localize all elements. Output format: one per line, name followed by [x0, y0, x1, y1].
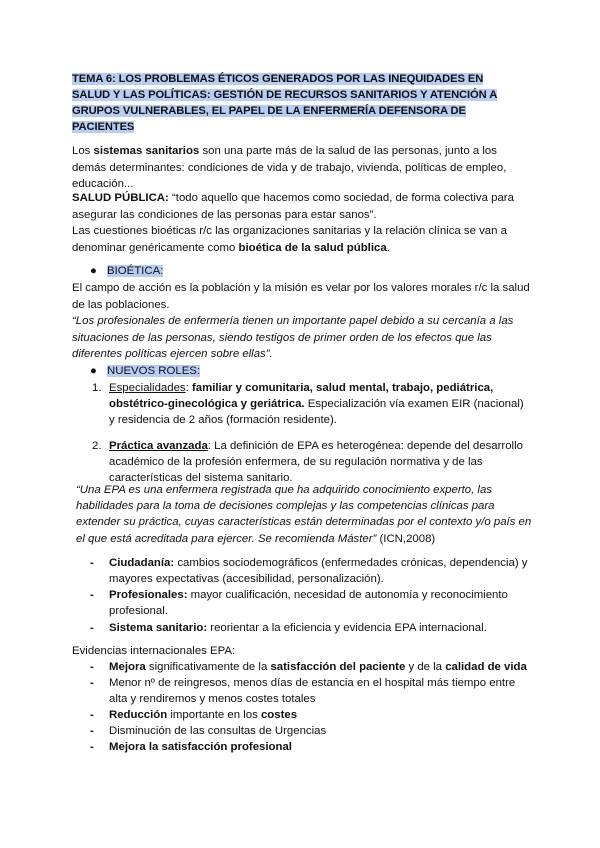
factor-text: mayor cualificación, necesidad de autonomía y reconocimiento profesional.	[109, 589, 508, 618]
bullet-icon: ●	[90, 365, 97, 377]
salud-publica-quote: “todo aquello que hacemos como sociedad, de forma colectiva para asegurar las condiciones de las personas para estar sanos”.	[72, 192, 514, 221]
dash: -	[90, 661, 94, 673]
dash: -	[90, 557, 94, 569]
factor-item	[90, 555, 530, 587]
evidence-text: significativamente de la	[145, 661, 271, 673]
dash: -	[90, 709, 94, 721]
evidencias-heading-text: Evidencias internacionales EPA:	[72, 645, 236, 657]
evidence-text: Menor nº de reingresos, menos días de estancia en el hospital más tiempo entre alta y rendiremos y menos costes totales	[109, 677, 516, 706]
especialidades-list: familiar y comunitaria, salud mental, trabajo, pediátrica, obstétrico-ginecológica y geriátrica.	[109, 382, 494, 411]
bioetica-body: El campo de acción es la población y la misión es velar por los valores morales r/c la salud de las poblaciones.	[72, 282, 530, 311]
evidence-item	[90, 675, 530, 707]
dash: -	[90, 589, 94, 601]
intro-post: son una parte más de la salud de las personas, junto a los demás determinantes: condiciones de vida y de trabajo, vivienda, políticas de empleo, educación...	[72, 145, 507, 190]
evidence-bold: costes	[260, 709, 298, 721]
evidence-text: y de la	[405, 661, 446, 673]
salud-publica-line2: Las cuestiones bioéticas r/c las organizaciones sanitarias y la relación clínica se van a denominar genéricamente como	[72, 225, 507, 254]
dash: -	[90, 741, 94, 753]
evidence-bold: Mejora	[109, 661, 146, 673]
salud-publica-term: bioética de la salud pública	[238, 241, 387, 254]
bioetica-text	[72, 280, 530, 363]
nuevos-roles-heading	[90, 363, 200, 379]
factor-text: cambios sociodemográficos (enfermedades crónicas, dependencia) y mayores expectativas (accesibilidad, personalización).	[109, 557, 528, 586]
salud-publica-end: .	[386, 241, 390, 254]
bullet-icon: ●	[90, 265, 97, 277]
intro-pre: Los	[72, 145, 94, 157]
evidence-item	[90, 723, 530, 739]
factor-text: reorientar a la eficiencia y evidencia EPA internacional.	[207, 622, 487, 634]
epa-quote-ref: (ICN,2008)	[376, 532, 436, 545]
colon: :	[185, 382, 192, 394]
evidence-bold: Reducción	[109, 709, 168, 721]
evidence-item	[90, 707, 530, 723]
epa-quote-text: “Una EPA es una enfermera registrada que ha adquirido conocimiento experto, las habilidades para la toma de decisiones complejas y las competencias clínicas para extender su práctica, cuyas características están determinadas por el contexto y/o país en el que está acreditada para ejercer. Se recomienda Máster”	[76, 484, 532, 545]
bioetica-heading	[90, 263, 163, 279]
salud-publica-label: SALUD PÚBLICA:	[72, 192, 169, 204]
list-number: 1.	[92, 382, 102, 394]
evidence-text: importante en los	[167, 709, 261, 721]
evidence-bold: Mejora la satisfacción profesional	[109, 741, 292, 753]
page-title	[72, 71, 512, 135]
list-number: 2.	[92, 440, 102, 452]
dash: -	[90, 725, 94, 737]
especialidades-post: Especialización vía examen EIR (nacional) y residencia de 2 años (formación residente).	[109, 398, 524, 427]
especialidades-label: Especialidades	[109, 382, 186, 394]
factor-item	[90, 620, 530, 636]
factor-label: Ciudadanía:	[109, 557, 175, 569]
intro-bold: sistemas sanitarios	[93, 145, 200, 157]
bioetica-quote: “Los profesionales de enfermería tienen un importante papel debido a su cercanía a las situaciones de las personas, siendo testigos de primer orden de los efectos que las diferentes políticas ejercen sobre ellas”.	[72, 315, 514, 360]
evidence-text: Disminución de las consultas de Urgencias	[109, 725, 327, 737]
list-item-especialidades	[92, 380, 532, 429]
bioetica-heading-text: BIOÉTICA:	[107, 265, 164, 277]
evidence-bold: satisfacción del paciente	[270, 661, 406, 673]
evidence-item	[90, 739, 530, 755]
nuevos-roles-heading-text: NUEVOS ROLES:	[107, 365, 201, 377]
list-item-practica-avanzada	[92, 438, 532, 487]
evidencias-heading	[72, 643, 530, 660]
practica-avanzada-text: : La definición de EPA es heterogénea: depende del desarrollo académico de la profesión enfermera, de su regulación normativa y de las características del sistema sanitario.	[109, 440, 523, 485]
factor-item	[90, 587, 530, 619]
dash: -	[90, 622, 94, 634]
evidence-bold: calidad de vida	[445, 661, 527, 673]
evidence-item	[90, 659, 530, 675]
salud-publica-paragraph	[72, 190, 530, 256]
dash: -	[90, 677, 94, 689]
intro-paragraph	[72, 143, 530, 193]
title-text: TEMA 6: LOS PROBLEMAS ÉTICOS GENERADOS POR LAS INEQUIDADES EN SALUD Y LAS POLÍTICAS: GESTIÓN DE RECURSOS SANITARIOS Y ATENCIÓN A GRUPOS VULNERABLES, EL PAPEL DE LA ENFERMERÍA DEFENSORA DE PACIENTES	[72, 73, 498, 133]
factor-label: Profesionales:	[109, 589, 188, 601]
epa-quote	[76, 482, 532, 547]
practica-avanzada-label: Práctica avanzada	[109, 440, 208, 452]
factor-label: Sistema sanitario:	[109, 622, 208, 634]
